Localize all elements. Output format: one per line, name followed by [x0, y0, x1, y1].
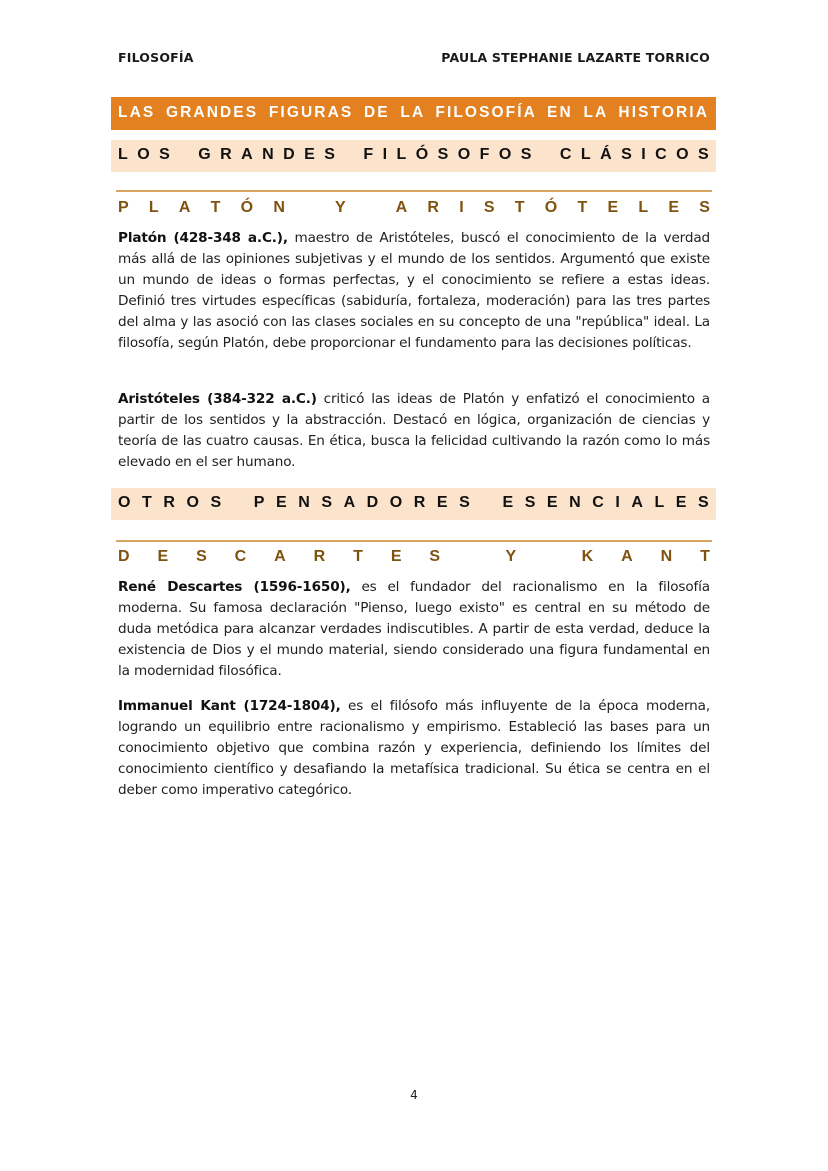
paragraph-platon: [118, 228, 710, 354]
section-heading-band: [111, 140, 716, 172]
paragraph-lead: Immanuel Kant (1724-1804),: [118, 698, 341, 714]
paragraph-aristoteles: [118, 389, 710, 473]
paragraph-lead: Platón (428-348 a.C.),: [118, 230, 288, 246]
main-title-band: [111, 97, 716, 130]
header-subject: FILOSOFÍA: [118, 50, 194, 65]
section-heading-band: [111, 488, 716, 520]
paragraph-body: es el fundador del racionalismo en la filosofía moderna. Su famosa declaración "Pienso, luego existo" es central en su método de duda metódica para alcanzar verdades indiscutibles. A partir de esta verdad, deduce la existencia de Dios y el mundo material, siendo considerado una figura fundamental en la modernidad filosófica.: [118, 579, 710, 679]
subsection-heading: D E S C A R T E S Y K A N T: [118, 548, 710, 565]
section-heading: O T R O S P E N S A D O R E S E S E N C I A L E S: [118, 494, 709, 511]
subsection-heading: P L A T Ó N Y A R I S T Ó T E L E S: [118, 199, 710, 216]
paragraph-kant: [118, 696, 710, 801]
header-author: PAULA STEPHANIE LAZARTE TORRICO: [441, 50, 710, 65]
paragraph-lead: Aristóteles (384-322 a.C.): [118, 391, 317, 407]
paragraph-body: maestro de Aristóteles, buscó el conocimiento de la verdad más allá de las opiniones subjetivas y el mundo de los sentidos. Argumentó que existe un mundo de ideas o formas perfectas, y el conocimiento se refiere a estas ideas. Definió tres virtudes específicas (sabiduría, fortaleza, moderación) para las tres partes del alma y las asoció con las clases sociales en su concepto de una "república" ideal. La filosofía, según Platón, debe proporcionar el fundamento para las decisiones políticas.: [118, 230, 710, 351]
section-heading: L O S G R A N D E S F I L Ó S O F O S C L Á S I C O S: [118, 146, 709, 163]
paragraph-lead: René Descartes (1596-1650),: [118, 579, 351, 595]
subsection-rule: [116, 540, 712, 542]
main-title: LAS GRANDES FIGURAS DE LA FILOSOFÍA EN LA HISTORIA: [118, 104, 709, 121]
paragraph-descartes: [118, 577, 710, 682]
paragraph-body: criticó las ideas de Platón y enfatizó el conocimiento a partir de los sentidos y la abstracción. Destacó en lógica, organización de ciencias y teoría de las cuatro causas. En ética, busca la felicidad cultivando la razón como lo más elevado en el ser humano.: [118, 391, 710, 470]
page-number: 4: [410, 1088, 418, 1102]
paragraph-body: es el filósofo más influyente de la época moderna, logrando un equilibrio entre racionalismo y empirismo. Estableció las bases para un conocimiento objetivo que combina razón y experiencia, definiendo los límites del conocimiento científico y desafiando la metafísica tradicional. Su ética se centra en el deber como imperativo categórico.: [118, 698, 710, 798]
subsection-rule: [116, 190, 712, 192]
